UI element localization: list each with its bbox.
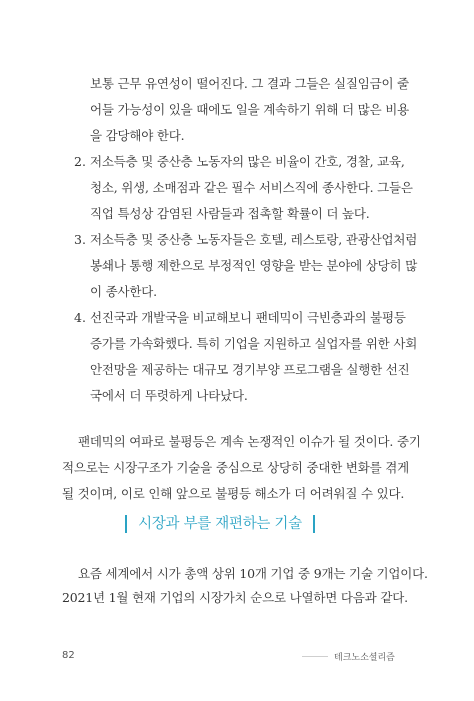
section-heading-text: 시장과 부를 재편하는 기술 xyxy=(138,516,302,532)
heading-right-bar xyxy=(313,515,315,533)
list-item-number: 3. xyxy=(74,232,86,247)
paragraph-line: 2021년 1월 현재 기업의 시장가치 순으로 나열하면 다음과 같다. xyxy=(62,590,408,605)
page-number: 82 xyxy=(62,650,75,661)
list-item-line: 직업 특성상 감염된 사람들과 접촉할 확률이 더 높다. xyxy=(90,206,370,221)
list-item-line: 이 종사한다. xyxy=(90,284,157,299)
paragraph-line: 요즘 세계에서 시가 총액 상위 10개 기업 중 9개는 기술 기업이다. xyxy=(78,566,428,581)
list-item-number: 4. xyxy=(74,310,86,325)
paragraph-line: 될 것이며, 이로 인해 앞으로 불평등 해소가 더 어려워질 수 있다. xyxy=(62,486,405,501)
list-item-line: 봉쇄나 통행 제한으로 부정적인 영향을 받는 분야에 상당히 많 xyxy=(90,258,418,273)
list-item-line: 안전망을 제공하는 대규모 경기부양 프로그램을 실행한 선진 xyxy=(90,362,410,377)
list-continuation-line: 어들 가능성이 있을 때에도 일을 계속하기 위해 더 많은 비용 xyxy=(90,102,409,117)
book-title: 테크노소셜리즘 xyxy=(334,653,395,663)
list-item-line: 국에서 더 뚜렷하게 나타났다. xyxy=(90,388,248,403)
list-continuation-line: 을 감당해야 한다. xyxy=(90,128,185,143)
section-heading xyxy=(125,512,315,536)
list-item-number: 2. xyxy=(74,154,86,169)
list-item-line: 청소, 위생, 소매점과 같은 필수 서비스직에 종사한다. 그들은 xyxy=(90,180,413,195)
list-item-line: 저소득층 및 중산층 노동자들은 호텔, 레스토랑, 관광산업처럼 xyxy=(90,232,418,247)
list-continuation-line: 보통 근무 유연성이 떨어진다. 그 결과 그들은 실질임금이 줄 xyxy=(90,76,409,91)
paragraph-line: 팬데믹의 여파로 불평등은 계속 논쟁적인 이슈가 될 것이다. 중기 xyxy=(78,434,421,449)
list-item-line: 저소득층 및 중산층 노동자의 많은 비율이 간호, 경찰, 교육, xyxy=(90,154,405,169)
list-item-line: 선진국과 개발국을 비교해보니 팬데믹이 극빈층과의 불평등 xyxy=(90,310,406,325)
list-item-line: 증가를 가속화했다. 특히 기업을 지원하고 실업자를 위한 사회 xyxy=(90,336,418,351)
footer-divider xyxy=(302,656,328,657)
paragraph-line: 적으로는 시장구조가 기술을 중심으로 상당히 중대한 변화를 겪게 xyxy=(62,460,410,475)
